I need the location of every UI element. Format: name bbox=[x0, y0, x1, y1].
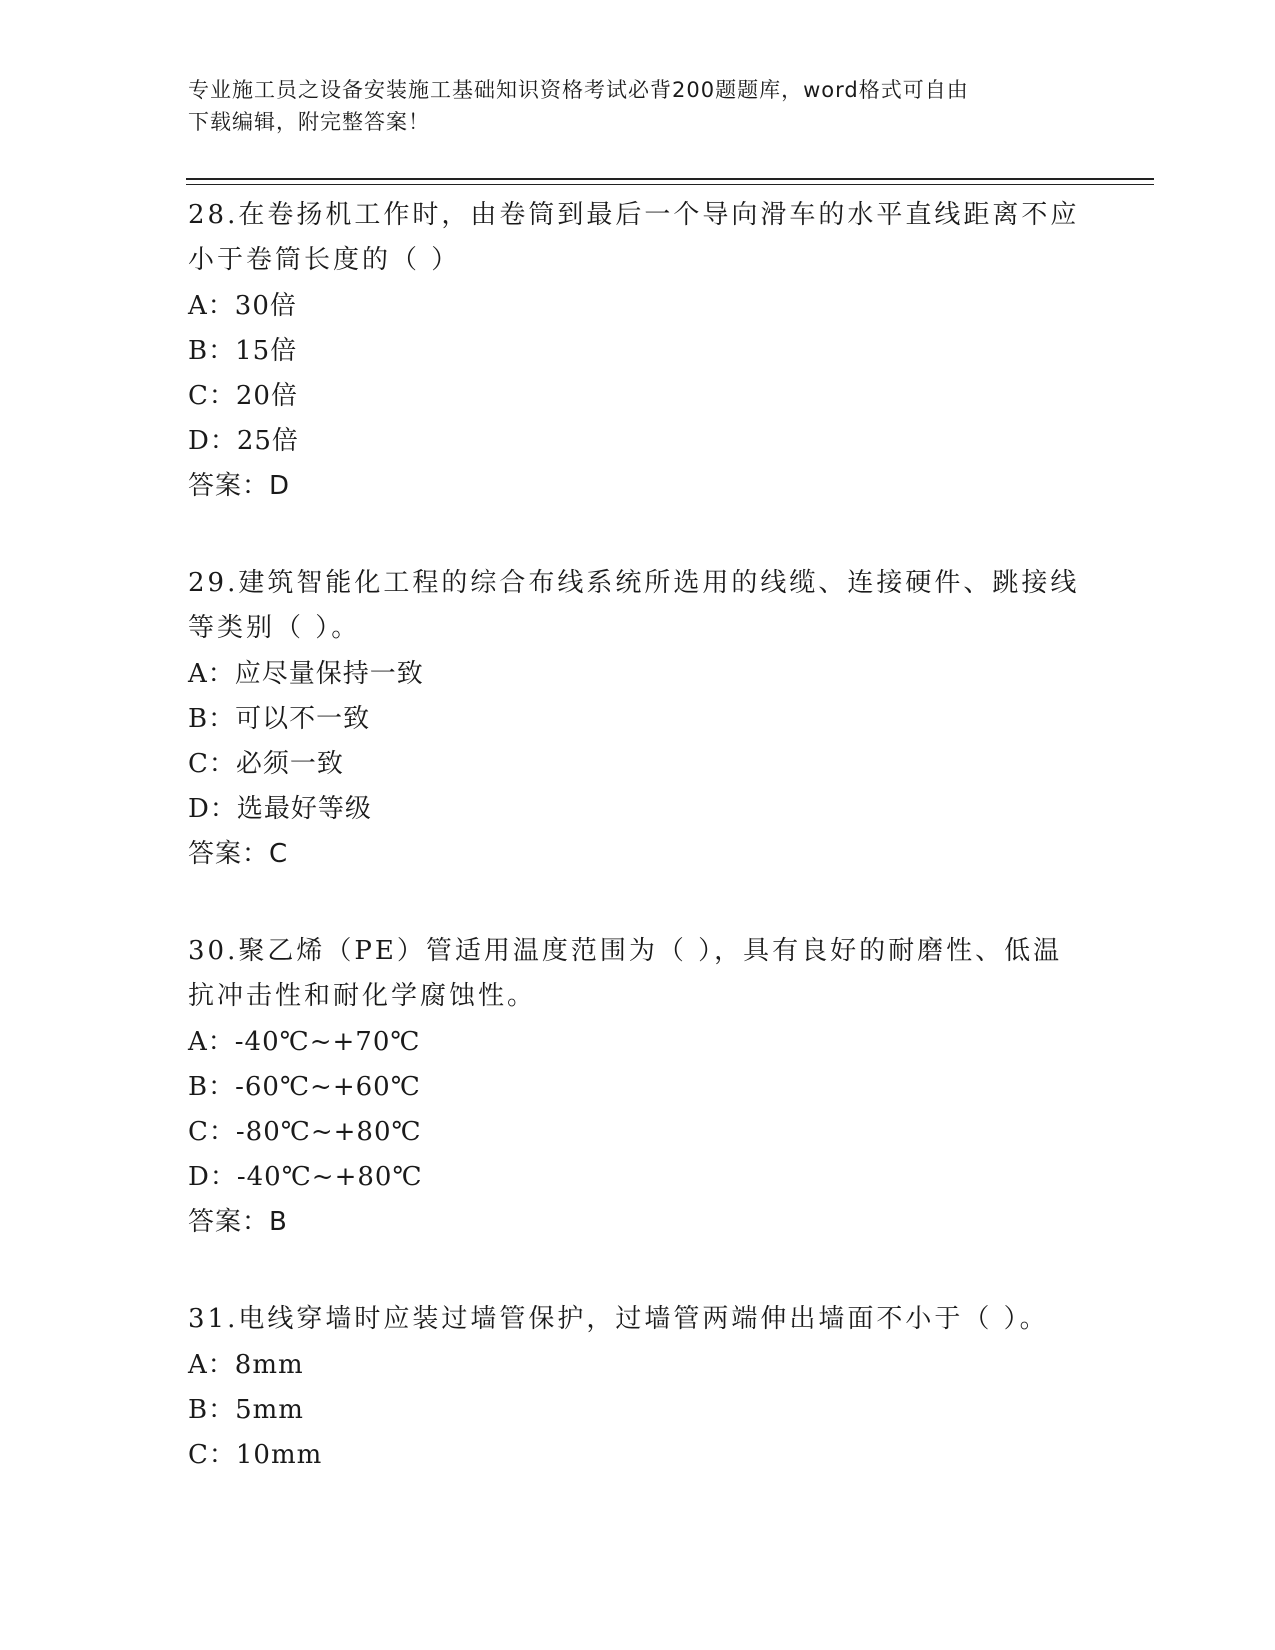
question-31 bbox=[188, 1297, 1088, 1478]
option-a: A：30倍 bbox=[188, 291, 297, 321]
option-c: C：-80℃~+80℃ bbox=[188, 1117, 422, 1147]
question-30 bbox=[188, 929, 1088, 1245]
question-29 bbox=[188, 561, 1088, 877]
header-line-1: 专业施工员之设备安装施工基础知识资格考试必背200题题库，word格式可自由 bbox=[188, 78, 969, 102]
option-a: A：应尽量保持一致 bbox=[188, 659, 424, 689]
option-b: B：-60℃~+60℃ bbox=[188, 1072, 421, 1102]
answer-line: 答案：C bbox=[188, 839, 289, 869]
question-stem: 29.建筑智能化工程的综合布线系统所选用的线缆、连接硬件、跳接线等类别（ ）。 bbox=[188, 568, 1080, 643]
question-stem: 28.在卷扬机工作时，由卷筒到最后一个导向滑车的水平直线距离不应小于卷筒长度的（ ） bbox=[188, 200, 1080, 275]
option-d: D：-40℃~+80℃ bbox=[188, 1162, 423, 1192]
option-c: C：必须一致 bbox=[188, 749, 344, 779]
option-b: B：15倍 bbox=[188, 336, 298, 366]
header-divider-thin bbox=[186, 184, 1154, 185]
answer-line: 答案：D bbox=[188, 471, 291, 501]
option-b: B：5mm bbox=[188, 1395, 304, 1425]
question-28 bbox=[188, 193, 1088, 509]
header-divider-thick bbox=[186, 178, 1154, 180]
header-line-2: 下载编辑，附完整答案！ bbox=[188, 110, 430, 134]
option-c: C：20倍 bbox=[188, 381, 298, 411]
question-list bbox=[188, 193, 1088, 1530]
question-stem: 30.聚乙烯（PE）管适用温度范围为（ ），具有良好的耐磨性、低温抗冲击性和耐化学腐蚀性。 bbox=[188, 936, 1063, 1011]
option-c: C：10mm bbox=[188, 1440, 323, 1470]
option-d: D：选最好等级 bbox=[188, 794, 372, 824]
option-a: A：-40℃~+70℃ bbox=[188, 1027, 421, 1057]
option-b: B：可以不一致 bbox=[188, 704, 371, 734]
document-header bbox=[188, 74, 1068, 138]
answer-line: 答案：B bbox=[188, 1207, 288, 1237]
option-d: D：25倍 bbox=[188, 426, 299, 456]
option-a: A：8mm bbox=[188, 1350, 304, 1380]
question-stem: 31.电线穿墙时应装过墙管保护，过墙管两端伸出墙面不小于（ ）。 bbox=[188, 1304, 1049, 1334]
